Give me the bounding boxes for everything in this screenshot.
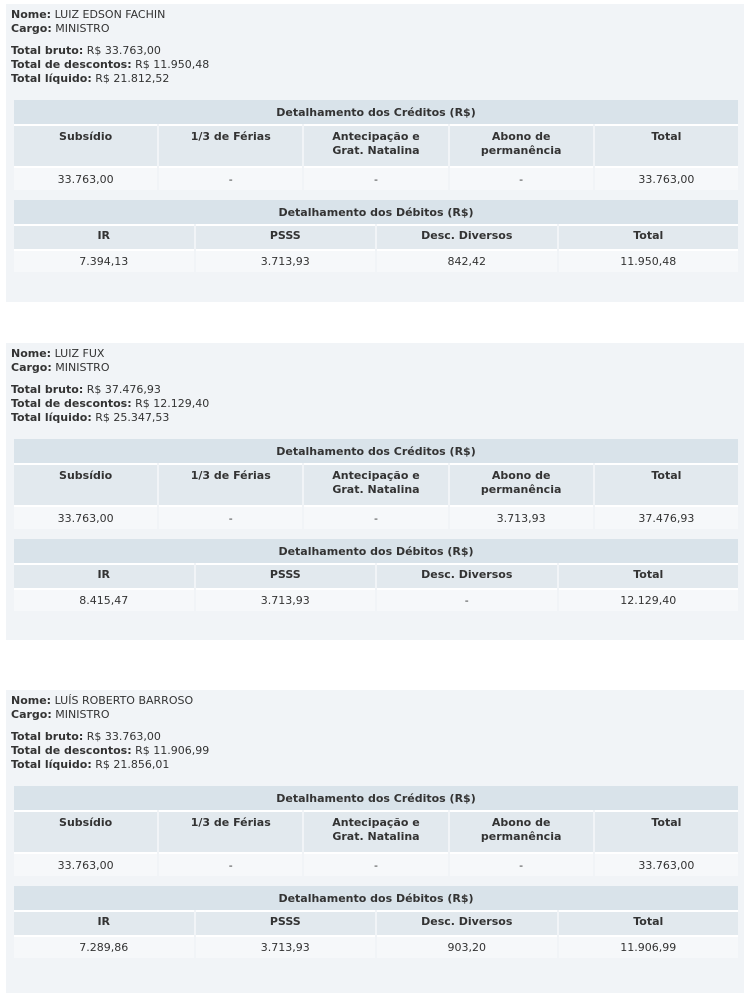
cell-subsidio: 33.763,00 <box>14 505 157 529</box>
col-total: Total <box>559 563 739 588</box>
name-label: Nome: <box>11 8 52 21</box>
deductions-total-line <box>11 397 739 411</box>
net-total-line <box>11 411 739 425</box>
col-psss: PSSS <box>196 224 376 249</box>
col-ferias: 1/3 de Férias <box>159 810 302 852</box>
net-total-line <box>11 72 739 86</box>
credits-table-title: Detalhamento dos Créditos (R$) <box>14 100 738 124</box>
role-line <box>11 708 739 722</box>
cell-ferias: - <box>159 166 302 190</box>
gross-total-line <box>11 730 739 744</box>
cell-subsidio: 33.763,00 <box>14 166 157 190</box>
name-line <box>11 694 739 708</box>
debits-table <box>12 539 740 611</box>
net-total-label: Total líquido: <box>11 411 92 424</box>
col-total: Total <box>595 810 738 852</box>
col-abono: Abono de permanência <box>450 463 593 505</box>
col-desc-diversos: Desc. Diversos <box>377 910 557 935</box>
net-total-label: Total líquido: <box>11 72 92 85</box>
col-psss: PSSS <box>196 910 376 935</box>
gross-total-label: Total bruto: <box>11 44 84 57</box>
col-ir: IR <box>14 563 194 588</box>
cell-subsidio: 33.763,00 <box>14 852 157 876</box>
cell-total: 37.476,93 <box>595 505 738 529</box>
cell-total: 33.763,00 <box>595 852 738 876</box>
credits-table-title: Detalhamento dos Créditos (R$) <box>14 786 738 810</box>
role-line <box>11 361 739 375</box>
net-total-line <box>11 758 739 772</box>
debits-table <box>12 200 740 272</box>
cell-desc-diversos: 903,20 <box>377 935 557 958</box>
credits-table <box>12 100 740 190</box>
employee-name: LUÍS ROBERTO BARROSO <box>54 694 194 707</box>
col-ferias: 1/3 de Férias <box>159 124 302 166</box>
gross-total-label: Total bruto: <box>11 383 84 396</box>
col-ir: IR <box>14 224 194 249</box>
col-abono: Abono de permanência <box>450 810 593 852</box>
name-line <box>11 347 739 361</box>
col-ir: IR <box>14 910 194 935</box>
deductions-total-label: Total de descontos: <box>11 397 132 410</box>
deductions-total-line <box>11 58 739 72</box>
employee-name: LUIZ EDSON FACHIN <box>54 8 166 21</box>
gross-total-value: R$ 33.763,00 <box>86 44 161 57</box>
cell-psss: 3.713,93 <box>196 249 376 272</box>
credits-table <box>12 786 740 876</box>
employee-role: MINISTRO <box>55 22 110 35</box>
cell-total: 12.129,40 <box>559 588 739 611</box>
cell-antecipacao: - <box>304 505 447 529</box>
cell-antecipacao: - <box>304 852 447 876</box>
employee-summary <box>6 690 744 772</box>
cell-psss: 3.713,93 <box>196 935 376 958</box>
net-total-label: Total líquido: <box>11 758 92 771</box>
employee-name: LUIZ FUX <box>54 347 105 360</box>
col-subsidio: Subsídio <box>14 124 157 166</box>
cell-desc-diversos: 842,42 <box>377 249 557 272</box>
employee-role: MINISTRO <box>55 708 110 721</box>
role-label: Cargo: <box>11 361 52 374</box>
gross-total-label: Total bruto: <box>11 730 84 743</box>
col-total: Total <box>595 463 738 505</box>
name-label: Nome: <box>11 694 52 707</box>
employee-card <box>6 4 744 302</box>
deductions-total-value: R$ 12.129,40 <box>135 397 210 410</box>
cell-antecipacao: - <box>304 166 447 190</box>
credits-table <box>12 439 740 529</box>
net-total-value: R$ 25.347,53 <box>95 411 170 424</box>
debits-table-title: Detalhamento dos Débitos (R$) <box>14 886 738 910</box>
cell-abono: - <box>450 166 593 190</box>
cell-abono: 3.713,93 <box>450 505 593 529</box>
gross-total-line <box>11 383 739 397</box>
col-antecipacao: Antecipação e Grat. Natalina <box>304 124 447 166</box>
net-total-value: R$ 21.812,52 <box>95 72 170 85</box>
col-total: Total <box>559 224 739 249</box>
cell-psss: 3.713,93 <box>196 588 376 611</box>
role-label: Cargo: <box>11 708 52 721</box>
cell-total: 33.763,00 <box>595 166 738 190</box>
cell-ir: 8.415,47 <box>14 588 194 611</box>
table-row <box>14 852 738 876</box>
net-total-value: R$ 21.856,01 <box>95 758 170 771</box>
employee-summary <box>6 343 744 425</box>
debits-table-title: Detalhamento dos Débitos (R$) <box>14 200 738 224</box>
col-abono: Abono de permanência <box>450 124 593 166</box>
debits-table-title: Detalhamento dos Débitos (R$) <box>14 539 738 563</box>
employee-card <box>6 343 744 640</box>
cell-abono: - <box>450 852 593 876</box>
gross-total-line <box>11 44 739 58</box>
table-row <box>14 249 738 272</box>
col-subsidio: Subsídio <box>14 463 157 505</box>
name-line <box>11 8 739 22</box>
name-label: Nome: <box>11 347 52 360</box>
cell-ir: 7.289,86 <box>14 935 194 958</box>
cell-ferias: - <box>159 852 302 876</box>
deductions-total-value: R$ 11.906,99 <box>135 744 210 757</box>
employee-role: MINISTRO <box>55 361 110 374</box>
col-desc-diversos: Desc. Diversos <box>377 563 557 588</box>
col-ferias: 1/3 de Férias <box>159 463 302 505</box>
cell-desc-diversos: - <box>377 588 557 611</box>
deductions-total-value: R$ 11.950,48 <box>135 58 210 71</box>
col-total: Total <box>595 124 738 166</box>
cell-ferias: - <box>159 505 302 529</box>
debits-table <box>12 886 740 958</box>
credits-table-title: Detalhamento dos Créditos (R$) <box>14 439 738 463</box>
deductions-total-label: Total de descontos: <box>11 58 132 71</box>
gross-total-value: R$ 37.476,93 <box>86 383 161 396</box>
cell-total: 11.950,48 <box>559 249 739 272</box>
deductions-total-line <box>11 744 739 758</box>
col-antecipacao: Antecipação e Grat. Natalina <box>304 810 447 852</box>
role-line <box>11 22 739 36</box>
table-row <box>14 166 738 190</box>
col-subsidio: Subsídio <box>14 810 157 852</box>
col-desc-diversos: Desc. Diversos <box>377 224 557 249</box>
col-psss: PSSS <box>196 563 376 588</box>
table-row <box>14 588 738 611</box>
cell-total: 11.906,99 <box>559 935 739 958</box>
employee-summary <box>6 4 744 86</box>
employee-card <box>6 690 744 993</box>
gross-total-value: R$ 33.763,00 <box>86 730 161 743</box>
deductions-total-label: Total de descontos: <box>11 744 132 757</box>
role-label: Cargo: <box>11 22 52 35</box>
cell-ir: 7.394,13 <box>14 249 194 272</box>
table-row <box>14 505 738 529</box>
col-antecipacao: Antecipação e Grat. Natalina <box>304 463 447 505</box>
col-total: Total <box>559 910 739 935</box>
table-row <box>14 935 738 958</box>
